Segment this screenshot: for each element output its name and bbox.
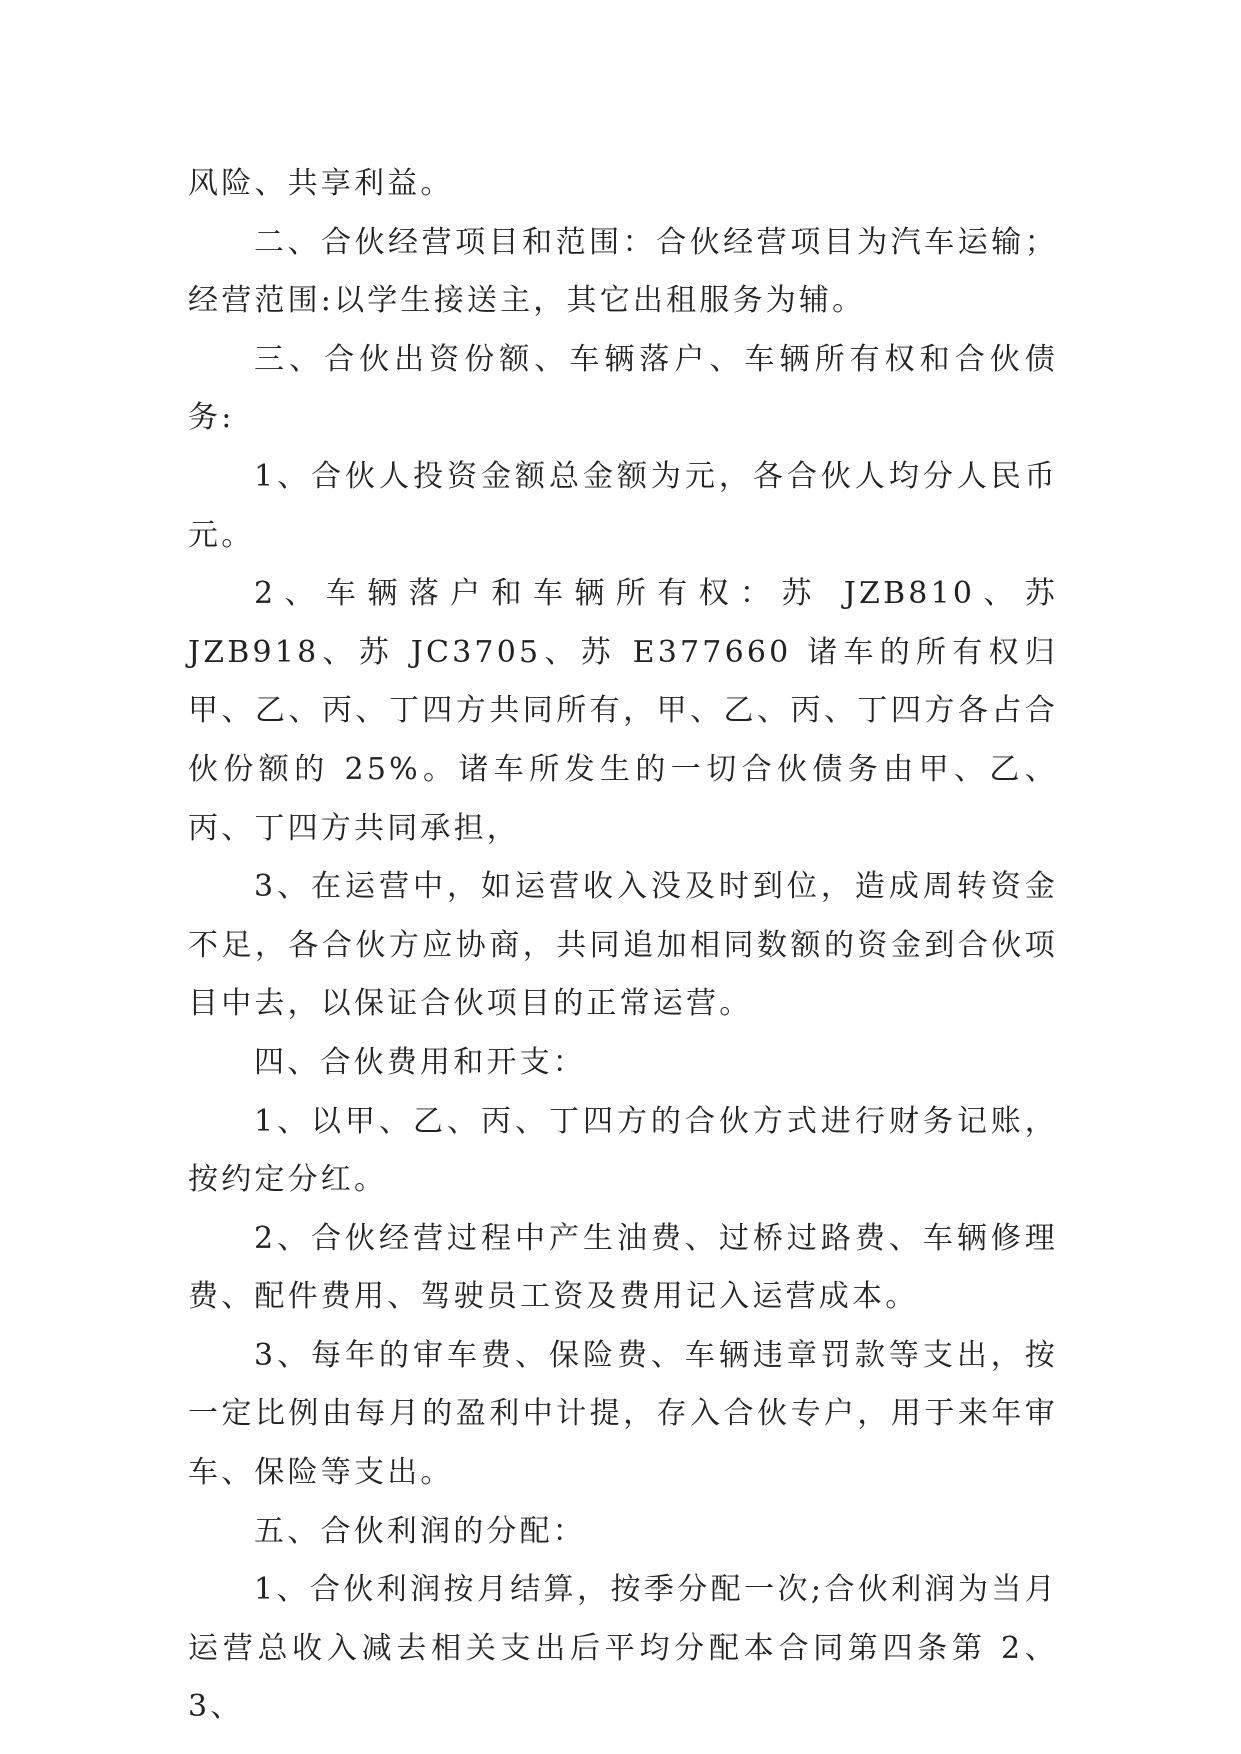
- paragraph-11: 五、合伙利润的分配：: [254, 1513, 586, 1549]
- paragraph-12: 1、合伙利润按月结算，按季分配一次;合伙利润为当月运营总收入减去相关支出后平均分配本合同第四条第 2、3、: [188, 1572, 1058, 1725]
- paragraph-1: 风险、共享利益。: [188, 166, 454, 201]
- paragraph-3: 三、合伙出资份额、车辆落户、车辆所有权和合伙债务:: [188, 341, 1058, 436]
- paragraph-8: 1、以甲、乙、丙、丁四方的合伙方式进行财务记账，按约定分红。: [188, 1103, 1058, 1198]
- document-page: [188, 155, 1058, 1737]
- paragraph-4: 1、合伙人投资金额总金额为元，各合伙人均分人民币元。: [188, 458, 1058, 553]
- paragraph-10: 3、每年的审车费、保险费、车辆违章罚款等支出，按一定比例由每月的盈利中计提，存入合伙专户，用于来年审车、保险等支出。: [188, 1337, 1058, 1491]
- paragraph-2: 二、合伙经营项目和范围：合伙经营项目为汽车运输；经营范围:以学生接送主，其它出租服务为辅。: [188, 224, 1058, 319]
- paragraph-5: 2、车辆落户和车辆所有权：苏 JZB810、苏 JZB918、苏 JC3705、苏 E377660 诸车的所有权归甲、乙、丙、丁四方共同所有，甲、乙、丙、丁四方各占合伙份额的 25%。诸车所发生的一切合伙债务由甲、乙、丙、丁四方共同承担，: [188, 576, 1058, 846]
- paragraph-6: 3、在运营中，如运营收入没及时到位，造成周转资金不足，各合伙方应协商，共同追加相同数额的资金到合伙项目中去，以保证合伙项目的正常运营。: [188, 869, 1058, 1022]
- paragraph-7: 四、合伙费用和开支：: [254, 1044, 586, 1080]
- paragraph-9: 2、合伙经营过程中产生油费、过桥过路费、车辆修理费、配件费用、驾驶员工资及费用记入运营成本。: [188, 1220, 1058, 1315]
